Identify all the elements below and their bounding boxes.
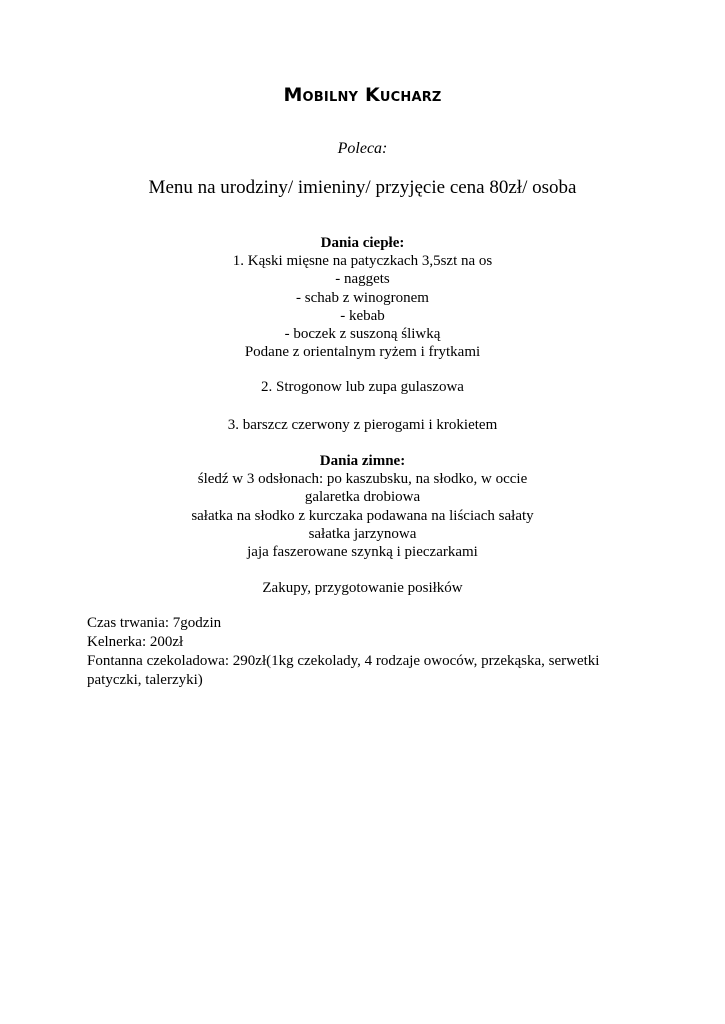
cold-dish-line: sałatka na słodko z kurczaka podawana na liściach sałaty <box>191 507 534 524</box>
brand-title: Mobilny Kucharz <box>283 84 442 106</box>
hot-dish-line: - boczek z suszoną śliwką <box>284 326 441 343</box>
fountain-line-continued: patyczki, talerzyki) <box>87 672 203 688</box>
hot-dish-line: - kebab <box>340 307 385 324</box>
hot-dishes-heading: Dania ciepłe: <box>320 235 405 251</box>
waitress-line: Kelnerka: 200zł <box>87 634 184 650</box>
shopping-note: Zakupy, przygotowanie posiłków <box>262 580 463 596</box>
cold-dish-line: galaretka drobiowa <box>304 489 421 506</box>
hot-dish-line: Podane z orientalnym ryżem i frytkami <box>244 344 481 361</box>
hot-dish-line: 1. Kąski mięsne na patyczkach 3,5szt na os <box>232 253 493 270</box>
cold-dish-line: śledź w 3 odsłonach: po kaszubsku, na słodko, w occie <box>197 471 528 488</box>
cold-dish-line: jaja faszerowane szynką i pieczarkami <box>247 544 478 561</box>
fountain-line: Fontanna czekoladowa: 290zł(1kg czekolady, 4 rodzaje owoców, przekąska, serwetki <box>87 653 600 669</box>
hot-dish-line: - naggets <box>335 271 390 288</box>
hot-dish-item-3: 3. barszcz czerwony z pierogami i krokietem <box>227 417 498 433</box>
pricing-details <box>87 614 647 690</box>
cold-dishes-heading: Dania zimne: <box>319 453 406 469</box>
hot-dish-line: - schab z winogronem <box>296 289 429 306</box>
cold-dishes-section <box>0 452 725 561</box>
recommends-label: Poleca: <box>337 140 388 157</box>
duration-line: Czas trwania: 7godzin <box>87 615 222 631</box>
hot-dish-item-2: 2. Strogonow lub zupa gulaszowa <box>261 379 464 395</box>
cold-dish-line: sałatka jarzynowa <box>308 525 417 542</box>
menu-title: Menu na urodziny/ imieniny/ przyjęcie cena 80zł/ osoba <box>148 177 577 198</box>
hot-dishes-section <box>0 234 725 361</box>
